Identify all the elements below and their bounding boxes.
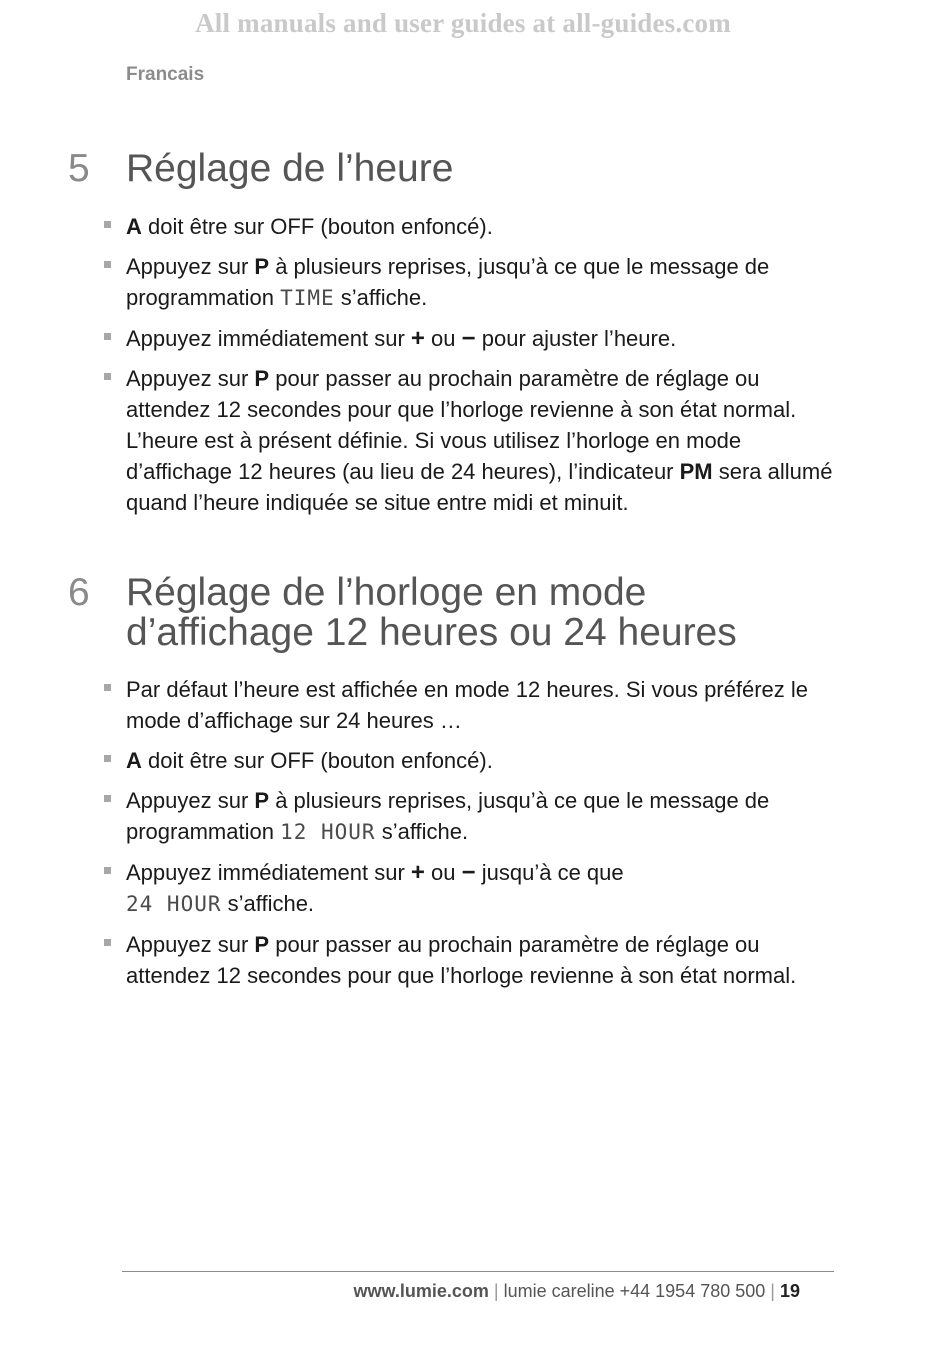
section-number: 6 bbox=[68, 571, 90, 614]
list-item bbox=[0, 785, 950, 848]
list-item bbox=[0, 363, 950, 518]
section-title-line: Réglage de l’horloge en mode bbox=[126, 571, 647, 614]
footer-divider bbox=[122, 1271, 834, 1272]
item-text: Appuyez immédiatement sur bbox=[126, 860, 411, 885]
page-number: 19 bbox=[779, 1281, 800, 1301]
item-text: jusqu’à ce que bbox=[475, 860, 624, 885]
footer-careline: lumie careline +44 1954 780 500 bbox=[503, 1281, 766, 1301]
language-label: Francais bbox=[126, 64, 205, 85]
button-key: A bbox=[126, 748, 142, 773]
bullet-square-icon bbox=[104, 261, 111, 268]
item-text: pour passer au prochain paramètre de réglage ou attendez 12 secondes pour que l’horloge revienne à son état normal. L’heure est à présent définie. Si vous utilisez l’horloge en mode d’affichage 12 heures (au lieu de 24 heures), l’indicateur bbox=[126, 366, 797, 484]
bullet-square-icon bbox=[104, 221, 111, 228]
button-key: P bbox=[254, 366, 270, 391]
item-text: pour ajuster l’heure. bbox=[475, 326, 677, 351]
item-text: Appuyez sur bbox=[126, 366, 255, 391]
item-text: doit être sur OFF (bouton enfoncé). bbox=[141, 748, 493, 773]
button-key: P bbox=[254, 254, 270, 279]
item-text: à plusieurs reprises, jusqu’à ce que le message de programmation bbox=[126, 788, 770, 844]
item-text: Appuyez sur bbox=[126, 254, 255, 279]
bullet-square-icon bbox=[104, 867, 111, 874]
footer-website-link[interactable]: www.lumie.com bbox=[353, 1281, 489, 1301]
item-text: s’affiche. bbox=[334, 285, 428, 310]
section-number: 5 bbox=[68, 147, 90, 190]
item-text: s’affiche. bbox=[221, 891, 315, 916]
list-item bbox=[0, 323, 950, 354]
item-text: Appuyez sur bbox=[126, 788, 255, 813]
list-item bbox=[0, 857, 950, 920]
section-title: Réglage de l’heure bbox=[126, 147, 454, 190]
button-key: P bbox=[254, 932, 270, 957]
footer-separator: | bbox=[765, 1281, 780, 1301]
bullet-square-icon bbox=[104, 684, 111, 691]
minus-key: − bbox=[461, 325, 476, 352]
bullet-square-icon bbox=[104, 373, 111, 380]
lcd-message: TIME bbox=[280, 286, 335, 310]
item-text: doit être sur OFF (bouton enfoncé). bbox=[141, 214, 493, 239]
watermark: All manuals and user guides at all-guides.com bbox=[195, 8, 731, 38]
item-text: Appuyez immédiatement sur bbox=[126, 326, 411, 351]
section-5-list bbox=[0, 211, 950, 527]
bullet-square-icon bbox=[104, 939, 111, 946]
lcd-message: 24 HOUR bbox=[126, 892, 222, 916]
item-text: ou bbox=[424, 326, 462, 351]
section-title bbox=[126, 573, 886, 653]
item-text: Par défaut l’heure est affichée en mode 12 heures. Si vous préférez le mode d’affichage sur 24 heures … bbox=[126, 677, 809, 733]
bullet-square-icon bbox=[104, 795, 111, 802]
minus-key: − bbox=[461, 859, 476, 886]
item-text: s’affiche. bbox=[375, 819, 469, 844]
plus-key: + bbox=[410, 859, 425, 886]
list-item bbox=[0, 211, 950, 242]
item-text: sera allumé quand l’heure indiquée se situe entre midi et minuit. bbox=[126, 459, 833, 515]
bullet-square-icon bbox=[104, 755, 111, 762]
pm-indicator: PM bbox=[679, 459, 713, 484]
list-item bbox=[0, 251, 950, 314]
plus-key: + bbox=[410, 325, 425, 352]
item-text: pour passer au prochain paramètre de réglage ou attendez 12 secondes pour que l’horloge revienne à son état normal. bbox=[126, 932, 797, 988]
item-text: à plusieurs reprises, jusqu’à ce que le message de programmation bbox=[126, 254, 770, 310]
footer-separator: | bbox=[488, 1281, 504, 1301]
lcd-message: 12 HOUR bbox=[280, 820, 376, 844]
item-text: ou bbox=[424, 860, 462, 885]
list-item bbox=[0, 929, 950, 991]
footer bbox=[354, 1281, 800, 1302]
bullet-square-icon bbox=[104, 333, 111, 340]
section-6-list bbox=[0, 674, 950, 1000]
item-text: Appuyez sur bbox=[126, 932, 255, 957]
list-item bbox=[0, 745, 950, 776]
button-key: A bbox=[126, 214, 142, 239]
button-key: P bbox=[254, 788, 270, 813]
list-item bbox=[0, 674, 950, 736]
section-title-line: d’affichage 12 heures ou 24 heures bbox=[126, 611, 737, 654]
